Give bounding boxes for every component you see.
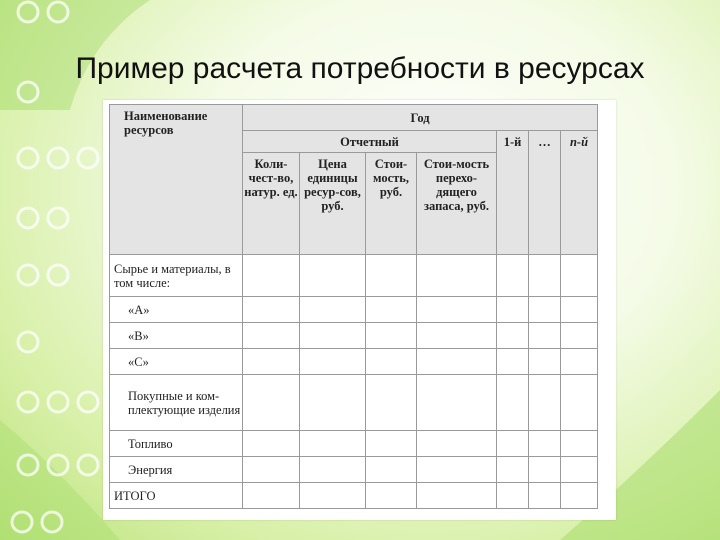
- row-label: Энергия: [110, 457, 243, 483]
- header-year-1: 1-й: [497, 131, 529, 255]
- row-label: «В»: [110, 323, 243, 349]
- header-year: Год: [243, 105, 598, 131]
- table-row: [110, 483, 598, 509]
- row-label: Сырье и материалы, в том числе:: [110, 255, 243, 297]
- resource-table: [109, 104, 598, 509]
- table-row: [110, 375, 598, 431]
- header-resource-name: Наименование ресурсов: [110, 105, 243, 255]
- header-unit-price: Цена единицы ресур-сов, руб.: [300, 153, 366, 255]
- header-cost: Стои-мость, руб.: [366, 153, 417, 255]
- header-quantity: Коли-чест-во, натур. ед.: [243, 153, 300, 255]
- row-label: Топливо: [110, 431, 243, 457]
- table-row: [110, 297, 598, 323]
- row-label: «А»: [110, 297, 243, 323]
- table-row: [110, 349, 598, 375]
- row-label: «С»: [110, 349, 243, 375]
- header-reporting: Отчетный: [243, 131, 497, 153]
- slide-title: Пример расчета потребности в ресурсах: [75, 52, 645, 85]
- table-row: [110, 323, 598, 349]
- header-year-n: n-й: [561, 131, 598, 255]
- table-sheet: [103, 100, 616, 520]
- row-label: Покупные и ком-плектующие изделия: [110, 375, 243, 431]
- header-ellipsis: …: [529, 131, 561, 255]
- table-row: [110, 255, 598, 297]
- table-row: [110, 457, 598, 483]
- row-label-total: ИТОГО: [110, 483, 243, 509]
- header-carryover-cost: Стои-мость перехо-дящего запаса, руб.: [417, 153, 497, 255]
- table-row: [110, 431, 598, 457]
